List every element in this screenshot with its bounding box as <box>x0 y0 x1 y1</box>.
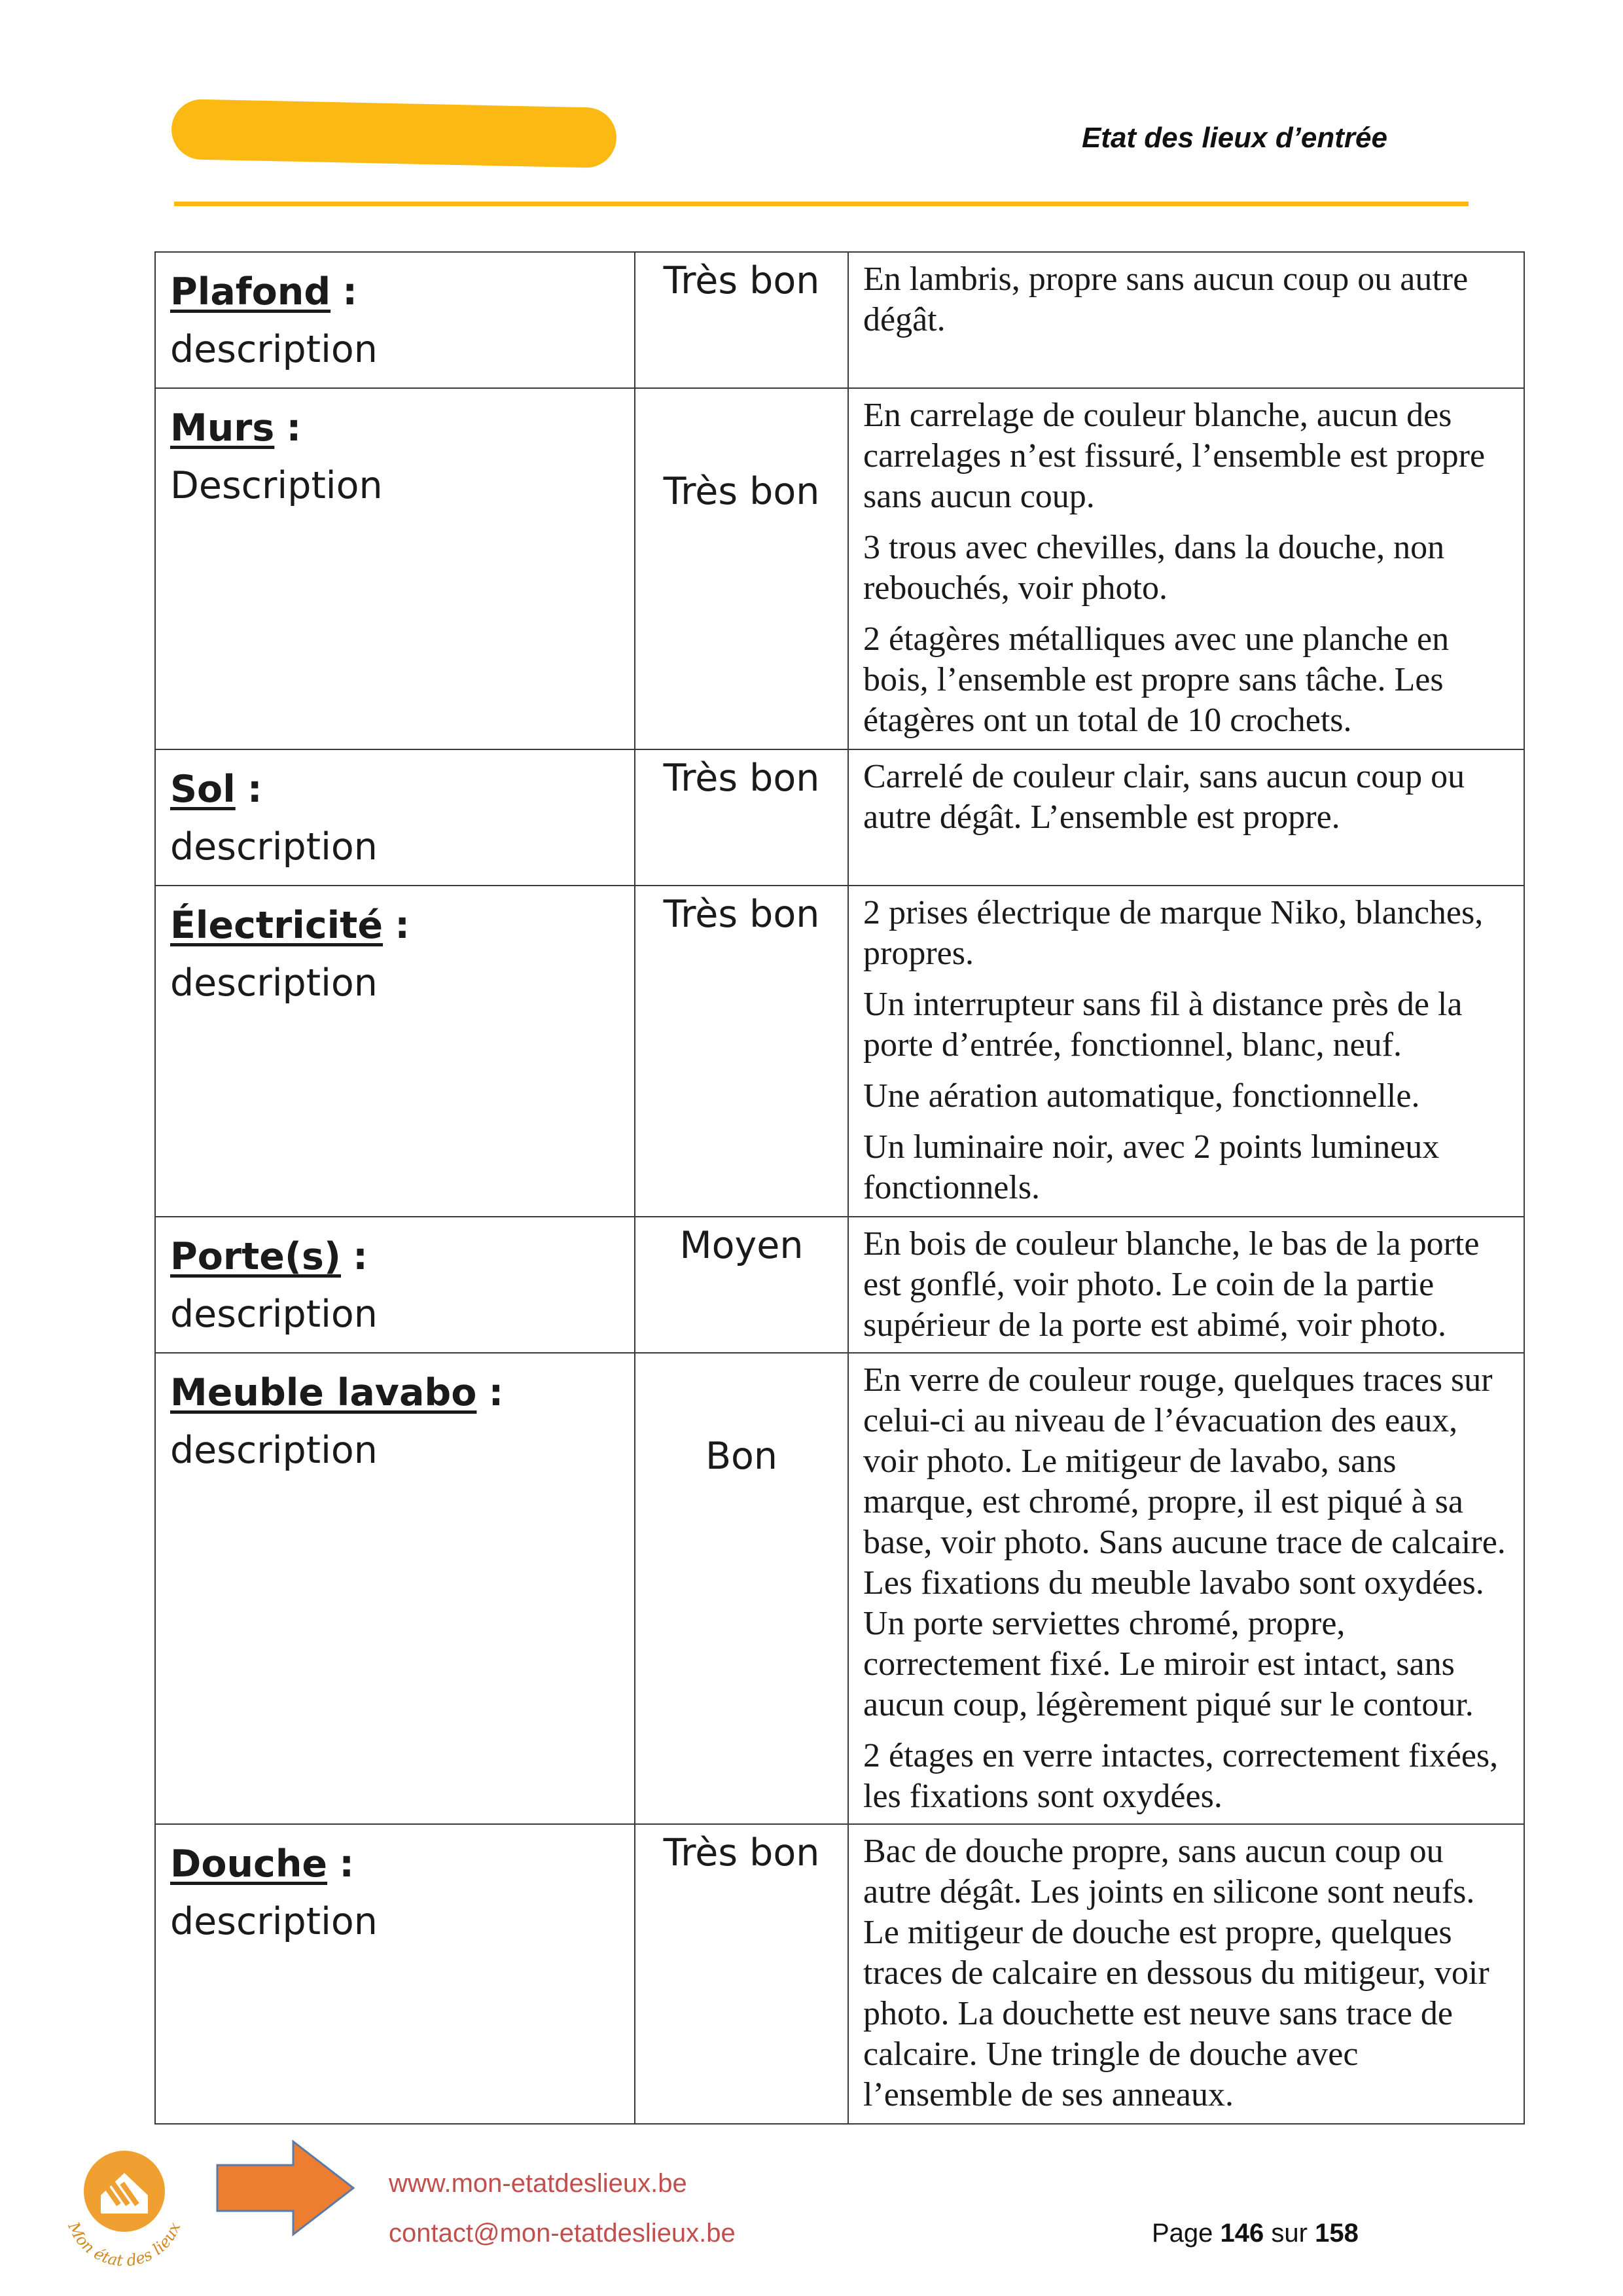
header-divider <box>174 202 1469 206</box>
website-link[interactable]: www.mon-etatdeslieux.be <box>389 2169 687 2198</box>
item-name: Sol <box>170 768 236 811</box>
company-logo <box>55 2135 194 2274</box>
item-sublabel: Description <box>170 464 383 507</box>
item-colon: : <box>342 270 358 314</box>
item-name: Plafond <box>170 270 331 314</box>
item-label-cell <box>155 252 635 388</box>
item-description-cell <box>848 388 1524 749</box>
table-row <box>155 1217 1524 1353</box>
item-label-cell <box>155 1217 635 1353</box>
item-state-cell <box>635 749 848 886</box>
description-paragraph: Un interrupteur sans fil à distance près de la porte d’entrée, fonctionnel, blanc, neuf. <box>863 986 1463 1064</box>
description-paragraph: En lambris, propre sans aucun coup ou autre dégât. <box>863 260 1469 338</box>
logo-text: Mon état des lieux <box>64 2219 185 2270</box>
description-paragraph: En verre de couleur rouge, quelques traces sur celui-ci au niveau de l’évacuation des eaux, voir photo. Le mitigeur de lavabo, sans marque, est chromé, propre, il est piqué à sa base, voir photo. Sans aucune trace de calcaire. Les fixations du meuble lavabo sont oxydées. Un porte serviettes chromé, propre, correctement fixé. Le miroir est intact, sans aucun coup, légèrement piqué sur le contour. <box>863 1361 1506 1723</box>
item-state: Très bon <box>663 1831 820 1874</box>
item-label-cell <box>155 388 635 749</box>
description-paragraph: 3 trous avec chevilles, dans la douche, non rebouchés, voir photo. <box>863 529 1445 607</box>
item-colon: : <box>353 1235 368 1278</box>
item-sublabel: description <box>170 961 378 1005</box>
description-paragraph: 2 prises électrique de marque Niko, blanches, propres. <box>863 894 1484 972</box>
page-prefix: Page <box>1152 2219 1213 2248</box>
item-name: Douche <box>170 1842 328 1886</box>
item-description-cell <box>848 886 1524 1217</box>
item-description-cell <box>848 1217 1524 1353</box>
item-label-cell <box>155 749 635 886</box>
item-colon: : <box>395 904 410 947</box>
table-row <box>155 252 1524 388</box>
description-paragraph: Bac de douche propre, sans aucun coup ou autre dégât. Les joints en silicone sont neufs. Le mitigeur de douche est propre, quelques traces de calcaire en dessous du mitigeur, voir photo. La douchette est neuve sans trace de calcaire. Une tringle de douche avec l’ensemble de ses anneaux. <box>863 1833 1489 2113</box>
table-row <box>155 388 1524 749</box>
item-state-cell <box>635 252 848 388</box>
item-description-cell <box>848 252 1524 388</box>
item-name: Murs <box>170 406 275 450</box>
item-colon: : <box>488 1371 504 1414</box>
document-title: Etat des lieux d’entrée <box>1081 122 1387 154</box>
description-paragraph: En bois de couleur blanche, le bas de la porte est gonflé, voir photo. Le coin de la partie supérieur de la porte est abimé, voir photo. <box>863 1225 1480 1344</box>
item-sublabel: description <box>170 1429 378 1472</box>
item-state: Bon <box>705 1435 778 1478</box>
item-sublabel: description <box>170 328 378 371</box>
item-description-cell <box>848 1824 1524 2124</box>
arrow-right-icon <box>215 2139 357 2237</box>
item-description-cell <box>848 749 1524 886</box>
item-colon: : <box>339 1842 355 1886</box>
table-row <box>155 886 1524 1217</box>
inventory-table <box>154 251 1525 2125</box>
description-paragraph: 2 étagères métalliques avec une planche en bois, l’ensemble est propre sans tâche. Les étagères ont un total de 10 crochets. <box>863 620 1450 739</box>
item-label-cell <box>155 886 635 1217</box>
item-state-cell <box>635 1217 848 1353</box>
item-sublabel: description <box>170 1900 378 1943</box>
redaction-mark <box>171 99 617 168</box>
description-paragraph: Carrelé de couleur clair, sans aucun coup ou autre dégât. L’ensemble est propre. <box>863 758 1465 836</box>
item-name: Porte(s) <box>170 1235 341 1278</box>
page-separator: sur <box>1271 2219 1308 2248</box>
item-state: Moyen <box>679 1224 804 1267</box>
table-row <box>155 749 1524 886</box>
item-state-cell <box>635 388 848 749</box>
item-state-cell <box>635 1353 848 1824</box>
item-state: Très bon <box>663 757 820 800</box>
table-row <box>155 1824 1524 2124</box>
item-label-cell <box>155 1824 635 2124</box>
page-total: 158 <box>1315 2219 1359 2248</box>
page-current: 146 <box>1220 2219 1264 2248</box>
description-paragraph: Un luminaire noir, avec 2 points lumineux fonctionnels. <box>863 1128 1440 1206</box>
item-name: Meuble lavabo <box>170 1371 477 1414</box>
item-colon: : <box>286 406 302 450</box>
item-label-cell <box>155 1353 635 1824</box>
item-colon: : <box>247 768 262 811</box>
description-paragraph: En carrelage de couleur blanche, aucun des carrelages n’est fissuré, l’ensemble est propre sans aucun coup. <box>863 397 1486 515</box>
item-state: Très bon <box>663 893 820 936</box>
item-state-cell <box>635 886 848 1217</box>
description-paragraph: Une aération automatique, fonctionnelle. <box>863 1077 1420 1115</box>
item-state: Très bon <box>663 470 820 513</box>
item-name: Électricité <box>170 904 383 947</box>
email-link[interactable]: contact@mon-etatdeslieux.be <box>389 2219 736 2248</box>
item-description-cell <box>848 1353 1524 1824</box>
description-paragraph: 2 étages en verre intactes, correctement fixées, les fixations sont oxydées. <box>863 1737 1499 1815</box>
page-number <box>1152 2219 1359 2248</box>
item-state-cell <box>635 1824 848 2124</box>
table-row <box>155 1353 1524 1824</box>
item-sublabel: description <box>170 1293 378 1336</box>
item-sublabel: description <box>170 825 378 869</box>
item-state: Très bon <box>663 259 820 302</box>
